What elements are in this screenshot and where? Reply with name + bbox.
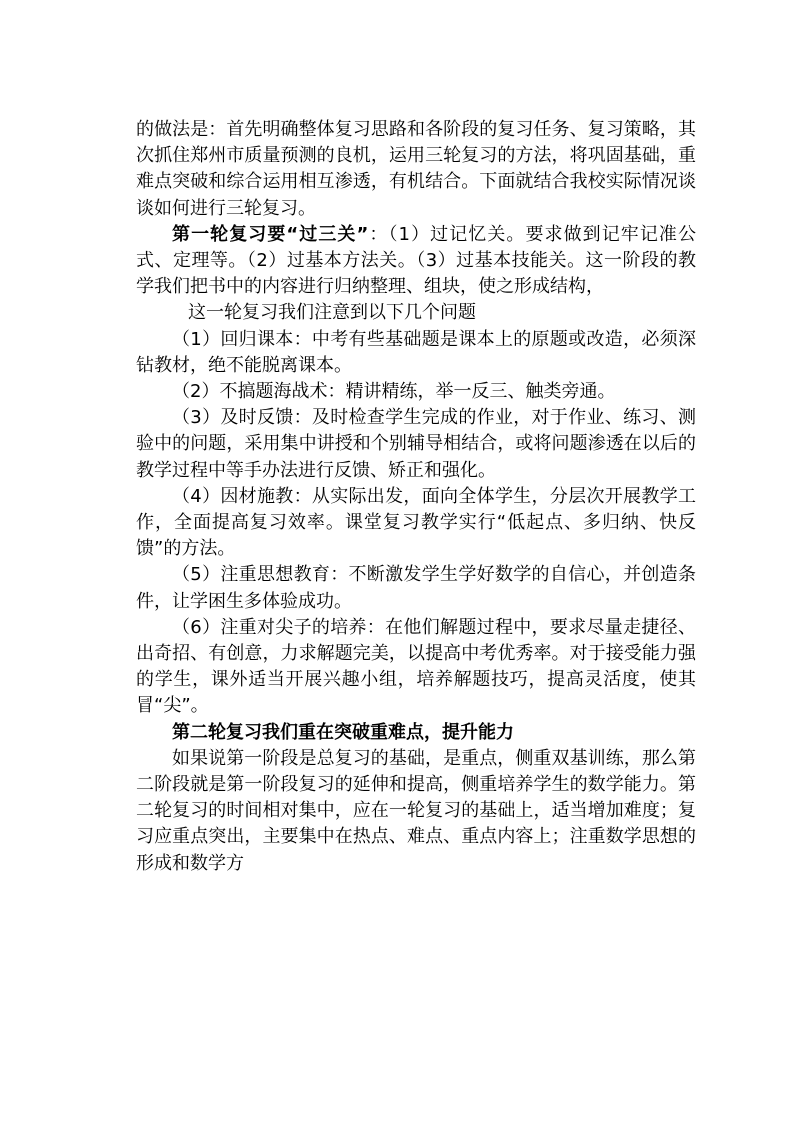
list-item-1: （1）回归课本：中考有些基础题是课本上的原题或改造，必须深钻教材，绝不能脱离课本。 — [136, 328, 696, 376]
second-round-heading: 第二轮复习我们重在突破重难点，提升能力 — [172, 721, 514, 743]
list-item-2: （2）不搞题海战术：精讲精练，举一反三、触类旁通。 — [172, 381, 616, 403]
list-item-6: （6）注重对尖子的培养：在他们解题过程中，要求尽量走捷径、出奇招、有创意，力求解题完美，以提高中考优秀率。对于接受能力强的学生，课外适当开展兴趣小组，培养解题技巧，提高灵活度，使其冒“尖”。 — [136, 616, 696, 717]
list-item-4: （4）因材施教：从实际出发，面向全体学生，分层次开展教学工作，全面提高复习效率。课堂复习教学实行“低起点、多归纳、快反馈”的方法。 — [136, 485, 696, 560]
first-round-heading: 第一轮复习要“过三关” — [172, 223, 369, 245]
paragraph-second-round: 如果说第一阶段是总复习的基础，是重点，侧重双基训练，那么第二阶段就是第一阶段复习的延伸和提高，侧重培养学生的数学能力。第二轮复习的时间相对集中，应在一轮复习的基础上，适当增加难度；复习应重点突出，主要集中在热点、难点、重点内容上；注重数学思想的形成和数学方 — [136, 747, 696, 874]
list-item-5: （5）注重思想教育：不断激发学生学好数学的自信心，并创造条件，让学困生多体验成功。 — [136, 564, 696, 612]
first-round-text: ：（1）过记忆关。要求做到记牢记准公式、定理等。（2）过基本方法关。（3）过基本技能关。这一阶段的教学我们把书中的内容进行归纳整理、组块，使之形成结构， — [136, 223, 696, 298]
paragraph-intro: 的做法是：首先明确整体复习思路和各阶段的复习任务、复习策略，其次抓住郑州市质量预测的良机，运用三轮复习的方法，将巩固基础，重难点突破和综合运用相互渗透，有机结合。下面就结合我校实际情况谈谈如何进行三轮复习。 — [136, 119, 696, 219]
paragraph-first-round — [136, 222, 696, 301]
list-item-3: （3）及时反馈：及时检查学生完成的作业，对于作业、练习、测验中的问题，采用集中讲授和个别辅导相结合，或将问题渗透在以后的教学过程中等手办法进行反馈、矫正和强化。 — [136, 407, 696, 481]
paragraph-issues-intro: 这一轮复习我们注意到以下几个问题 — [188, 302, 476, 324]
document-body — [136, 117, 696, 877]
